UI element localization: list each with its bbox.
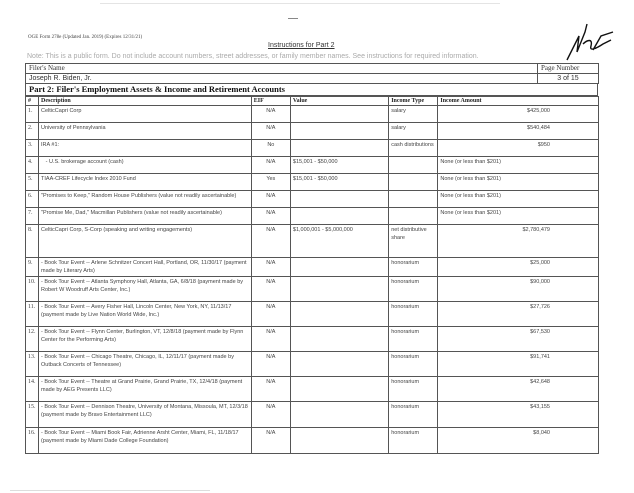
row-eif: N/A (251, 225, 290, 258)
row-eif: N/A (251, 277, 290, 302)
row-income-type: net distributive share (389, 225, 438, 258)
table-row (26, 208, 599, 225)
row-income-amount: None (or less than $201) (438, 157, 599, 174)
row-description: - Book Tour Event -- Avery Fisher Hall, Lincoln Center, New York, NY, 11/13/17 (payment made by Live Nation World Wide, Inc.) (39, 302, 252, 327)
public-form-note: Note: This is a public form. Do not include account numbers, street addresses, or family member names. See instructions for required information. (27, 53, 479, 60)
row-description: TIAA-CREF Lifecycle Index 2010 Fund (39, 174, 252, 191)
row-income-type (389, 191, 438, 208)
table-row (26, 225, 599, 258)
row-num: 11. (26, 302, 39, 327)
row-eif: N/A (251, 191, 290, 208)
table-row (26, 174, 599, 191)
row-num: 14. (26, 377, 39, 402)
row-description: - Book Tour Event -- Miami Book Fair, Adrienne Arsht Center, Miami, FL, 11/18/17 (payment made by Miami Dade College Foundation) (39, 428, 252, 454)
table-row (26, 352, 599, 377)
row-income-type: honorarium (389, 258, 438, 277)
table-row (26, 428, 599, 454)
row-value (290, 402, 388, 428)
row-eif: N/A (251, 402, 290, 428)
row-num: 6. (26, 191, 39, 208)
row-num: 5. (26, 174, 39, 191)
row-value (290, 277, 388, 302)
row-income-type: honorarium (389, 327, 438, 352)
table-row (26, 106, 599, 123)
table-row (26, 258, 599, 277)
form-identifier: OGE Form 278e (Updated Jan. 2019) (Expires 12/31/21) (28, 35, 143, 40)
row-value (290, 327, 388, 352)
col-header-income-type: Income Type (389, 97, 438, 106)
row-income-type: honorarium (389, 377, 438, 402)
col-header-num: # (26, 97, 39, 106)
row-num: 4. (26, 157, 39, 174)
filer-name-value: Joseph R. Biden, Jr. (26, 74, 538, 84)
row-description: "Promise Me, Dad," Macmillan Publishers (value not readily ascertainable) (39, 208, 252, 225)
table-row (26, 157, 599, 174)
row-income-amount: None (or less than $201) (438, 191, 599, 208)
row-description: IRA #1: (39, 140, 252, 157)
row-eif: Yes (251, 174, 290, 191)
row-income-amount: $42,648 (438, 377, 599, 402)
row-income-amount: $2,780,479 (438, 225, 599, 258)
table-row (26, 327, 599, 352)
table-row (26, 140, 599, 157)
row-income-amount: $27,726 (438, 302, 599, 327)
scan-edge-line (100, 3, 500, 4)
filer-header-table (25, 63, 599, 84)
row-income-amount: $425,000 (438, 106, 599, 123)
row-income-type: honorarium (389, 277, 438, 302)
row-value (290, 106, 388, 123)
col-header-eif: EIF (251, 97, 290, 106)
row-value (290, 352, 388, 377)
col-header-description: Description (39, 97, 252, 106)
row-eif: N/A (251, 377, 290, 402)
part-title: Part 2: Filer's Employment Assets & Income and Retirement Accounts (25, 83, 598, 96)
row-description: - U.S. brokerage account (cash) (39, 157, 252, 174)
col-header-value: Value (290, 97, 388, 106)
row-eif: N/A (251, 106, 290, 123)
row-num: 9. (26, 258, 39, 277)
row-value (290, 258, 388, 277)
row-income-type: salary (389, 123, 438, 140)
row-description: CelticCapri Corp, S-Corp (speaking and writing engagements) (39, 225, 252, 258)
row-value (290, 140, 388, 157)
row-eif: N/A (251, 157, 290, 174)
col-header-income-amount: Income Amount (438, 97, 599, 106)
row-income-amount: $43,155 (438, 402, 599, 428)
row-num: 1. (26, 106, 39, 123)
table-row (26, 377, 599, 402)
table-row (26, 277, 599, 302)
row-income-type: honorarium (389, 302, 438, 327)
row-income-amount: $540,484 (438, 123, 599, 140)
row-description: "Promises to Keep," Random House Publishers (value not readily ascertainable) (39, 191, 252, 208)
row-eif: N/A (251, 352, 290, 377)
row-num: 13. (26, 352, 39, 377)
row-num: 2. (26, 123, 39, 140)
instructions-link[interactable]: Instructions for Part 2 (268, 42, 335, 49)
signature-initials-icon (563, 22, 623, 62)
row-eif: N/A (251, 327, 290, 352)
row-eif: N/A (251, 123, 290, 140)
row-value: $1,000,001 - $5,000,000 (290, 225, 388, 258)
row-eif: N/A (251, 208, 290, 225)
row-description: CelticCapri Corp (39, 106, 252, 123)
filer-name-label: Filer's Name (26, 64, 538, 74)
row-description: - Book Tour Event -- Arlene Schnitzer Concert Hall, Portland, OR, 11/30/17 (payment made by Literary Arts) (39, 258, 252, 277)
row-income-amount: $90,000 (438, 277, 599, 302)
row-income-type: cash distributions (389, 140, 438, 157)
row-num: 7. (26, 208, 39, 225)
row-description: - Book Tour Event -- Theatre at Grand Prairie, Grand Prairie, TX, 12/4/18 (payment made by AEG Presents LLC) (39, 377, 252, 402)
row-value: $15,001 - $50,000 (290, 157, 388, 174)
row-description: - Book Tour Event -- Dennison Theatre, University of Montana, Missoula, MT, 12/3/18 (payment made by Bravo Entertainment LLC) (39, 402, 252, 428)
row-income-type: honorarium (389, 402, 438, 428)
row-value (290, 428, 388, 454)
row-income-type: salary (389, 106, 438, 123)
row-value (290, 377, 388, 402)
row-value (290, 191, 388, 208)
row-value: $15,001 - $50,000 (290, 174, 388, 191)
table-row (26, 191, 599, 208)
assets-income-table (25, 96, 599, 454)
table-row (26, 123, 599, 140)
row-description: - Book Tour Event -- Atlanta Symphony Hall, Atlanta, GA, 6/8/18 (payment made by Robert W Woodruff Arts Center, Inc.) (39, 277, 252, 302)
row-num: 16. (26, 428, 39, 454)
row-income-amount: None (or less than $201) (438, 208, 599, 225)
row-num: 12. (26, 327, 39, 352)
table-header-row (26, 97, 599, 106)
row-income-type (389, 157, 438, 174)
row-value (290, 302, 388, 327)
row-eif: No (251, 140, 290, 157)
row-value (290, 208, 388, 225)
scan-mark (288, 18, 298, 19)
row-income-amount: $25,000 (438, 258, 599, 277)
table-row (26, 302, 599, 327)
row-income-amount: $67,530 (438, 327, 599, 352)
row-income-type: honorarium (389, 352, 438, 377)
row-eif: N/A (251, 258, 290, 277)
row-description: University of Pennsylvania (39, 123, 252, 140)
row-income-type: honorarium (389, 428, 438, 454)
row-description: - Book Tour Event -- Flynn Center, Burlington, VT, 12/8/18 (payment made by Flynn Center for the Performing Arts) (39, 327, 252, 352)
row-income-type (389, 208, 438, 225)
row-income-amount: $91,741 (438, 352, 599, 377)
row-value (290, 123, 388, 140)
row-description: - Book Tour Event -- Chicago Theatre, Chicago, IL, 12/11/17 (payment made by Outback Concerts of Tennessee) (39, 352, 252, 377)
row-num: 15. (26, 402, 39, 428)
row-income-amount: $8,040 (438, 428, 599, 454)
page-number-value: 3 of 15 (538, 74, 599, 84)
table-row (26, 402, 599, 428)
page-number-label: Page Number (538, 64, 599, 74)
row-eif: N/A (251, 302, 290, 327)
scan-edge-line (10, 490, 210, 491)
row-eif: N/A (251, 428, 290, 454)
row-income-amount: None (or less than $201) (438, 174, 599, 191)
row-num: 8. (26, 225, 39, 258)
row-num: 10. (26, 277, 39, 302)
row-income-amount: $950 (438, 140, 599, 157)
row-num: 3. (26, 140, 39, 157)
row-income-type (389, 174, 438, 191)
